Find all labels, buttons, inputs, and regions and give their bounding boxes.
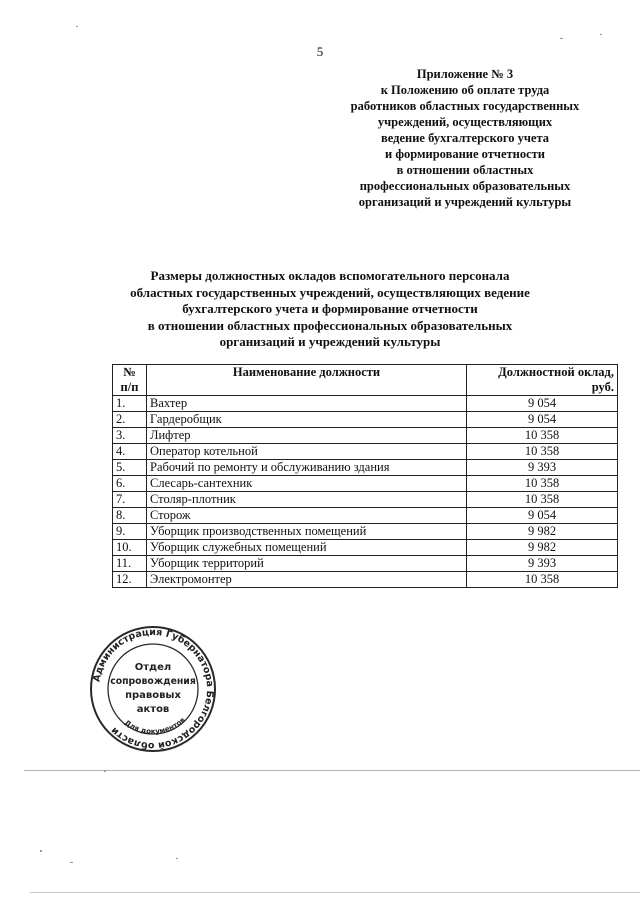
row-salary: 10 358 bbox=[467, 476, 618, 492]
row-num: 10. bbox=[113, 540, 147, 556]
table-row bbox=[113, 572, 618, 588]
header-num-line1: № bbox=[123, 365, 136, 379]
header-salary bbox=[467, 365, 618, 396]
row-position: Лифтер bbox=[147, 428, 467, 444]
row-num: 11. bbox=[113, 556, 147, 572]
table-row bbox=[113, 396, 618, 412]
row-position: Рабочий по ремонту и обслуживанию здания bbox=[147, 460, 467, 476]
row-num: 1. bbox=[113, 396, 147, 412]
scan-speck bbox=[560, 38, 563, 39]
row-salary: 9 393 bbox=[467, 460, 618, 476]
scan-speck bbox=[40, 850, 42, 852]
header-salary-line2: руб. bbox=[591, 380, 614, 394]
stamp-center-line: Отдел bbox=[134, 662, 172, 673]
row-salary: 9 054 bbox=[467, 396, 618, 412]
appendix-line: учреждений, осуществляющих bbox=[377, 115, 553, 129]
row-num: 3. bbox=[113, 428, 147, 444]
stamp-center-line: актов bbox=[136, 704, 170, 715]
stamp-center-line: сопровождения bbox=[110, 676, 196, 687]
row-salary: 9 393 bbox=[467, 556, 618, 572]
table-row bbox=[113, 460, 618, 476]
table-row bbox=[113, 444, 618, 460]
table-row bbox=[113, 508, 618, 524]
scan-speck bbox=[104, 770, 106, 772]
row-position: Уборщик служебных помещений bbox=[147, 540, 467, 556]
appendix-header bbox=[330, 66, 600, 210]
header-num-line2: п/п bbox=[120, 380, 139, 394]
table-row bbox=[113, 556, 618, 572]
row-position: Уборщик территорий bbox=[147, 556, 467, 572]
header-name: Наименование должности bbox=[147, 365, 467, 396]
row-position: Вахтер bbox=[147, 396, 467, 412]
title-line: организаций и учреждений культуры bbox=[219, 334, 441, 349]
appendix-line: и формирование отчетности bbox=[385, 147, 545, 161]
page-number: 5 bbox=[316, 44, 324, 59]
table-row bbox=[113, 524, 618, 540]
row-salary: 10 358 bbox=[467, 492, 618, 508]
appendix-line: к Положению об оплате труда bbox=[380, 83, 550, 97]
row-salary: 9 054 bbox=[467, 508, 618, 524]
appendix-line: ведение бухгалтерского учета bbox=[380, 131, 549, 145]
row-salary: 10 358 bbox=[467, 444, 618, 460]
appendix-line: работников областных государственных bbox=[350, 99, 580, 113]
header-salary-line1: Должностной оклад, bbox=[498, 365, 614, 379]
stamp-center-line: правовых bbox=[125, 690, 181, 701]
title-line: бухгалтерского учета и формирование отчетности bbox=[182, 301, 478, 316]
table-row bbox=[113, 428, 618, 444]
row-position: Уборщик производственных помещений bbox=[147, 524, 467, 540]
row-position: Слесарь-сантехник bbox=[147, 476, 467, 492]
scan-speck bbox=[76, 26, 78, 27]
table-header-row bbox=[113, 365, 618, 396]
table-row bbox=[113, 492, 618, 508]
row-num: 6. bbox=[113, 476, 147, 492]
appendix-line: в отношении областных bbox=[396, 163, 534, 177]
scan-speck bbox=[70, 862, 73, 863]
scan-speck bbox=[600, 34, 602, 35]
row-salary: 9 054 bbox=[467, 412, 618, 428]
row-position: Столяр-плотник bbox=[147, 492, 467, 508]
row-num: 12. bbox=[113, 572, 147, 588]
scan-speck bbox=[176, 858, 178, 859]
appendix-line: профессиональных образовательных bbox=[359, 179, 571, 193]
row-salary: 9 982 bbox=[467, 540, 618, 556]
row-position: Гардеробщик bbox=[147, 412, 467, 428]
title-line: в отношении областных профессиональных образовательных bbox=[147, 317, 513, 333]
document-title bbox=[120, 268, 540, 351]
scan-divider-line bbox=[24, 770, 640, 771]
appendix-line: Приложение № 3 bbox=[416, 67, 514, 81]
appendix-line: организаций и учреждений культуры bbox=[358, 195, 572, 209]
row-num: 2. bbox=[113, 412, 147, 428]
row-num: 7. bbox=[113, 492, 147, 508]
row-num: 5. bbox=[113, 460, 147, 476]
stamp-bottom-text: Для документов bbox=[123, 715, 187, 736]
row-num: 9. bbox=[113, 524, 147, 540]
header-num bbox=[113, 365, 147, 396]
scan-bottom-line bbox=[30, 892, 640, 893]
official-stamp bbox=[88, 624, 218, 754]
table-row bbox=[113, 540, 618, 556]
row-position: Сторож bbox=[147, 508, 467, 524]
title-line: областных государственных учреждений, осуществляющих ведение bbox=[130, 284, 530, 300]
title-line: Размеры должностных окладов вспомогательного персонала bbox=[150, 268, 510, 283]
row-salary: 9 982 bbox=[467, 524, 618, 540]
row-num: 4. bbox=[113, 444, 147, 460]
table-row bbox=[113, 476, 618, 492]
stamp-ring-text: Администрация Губернатора Белгородской области bbox=[91, 626, 216, 752]
table-row bbox=[113, 412, 618, 428]
row-position: Оператор котельной bbox=[147, 444, 467, 460]
row-salary: 10 358 bbox=[467, 428, 618, 444]
salary-table bbox=[112, 364, 618, 588]
row-num: 8. bbox=[113, 508, 147, 524]
row-salary: 10 358 bbox=[467, 572, 618, 588]
row-position: Электромонтер bbox=[147, 572, 467, 588]
